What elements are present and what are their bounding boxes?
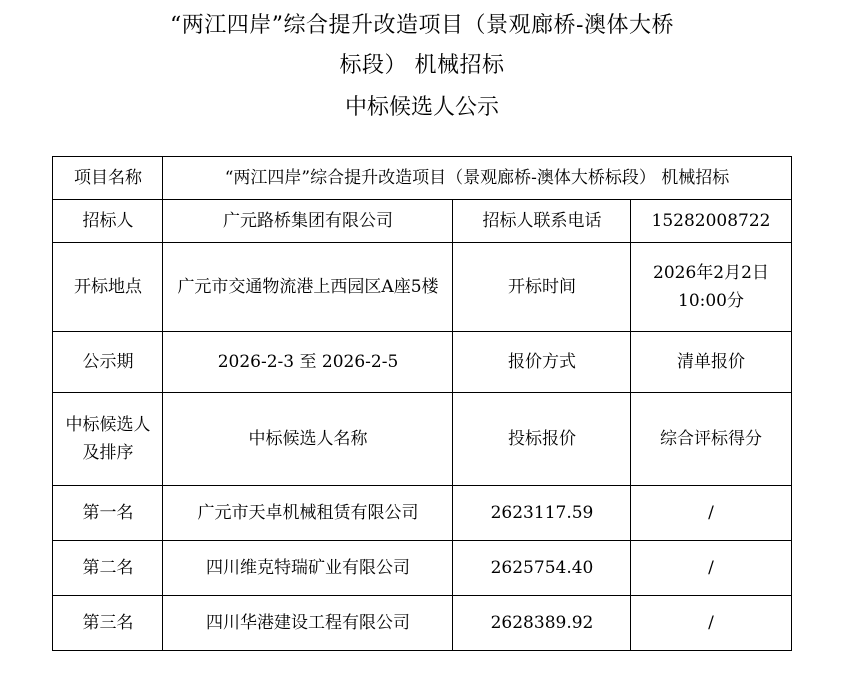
candidate-rank: 第一名 — [53, 486, 163, 541]
bid-open-time-value: 2026年2月2日10:00分 — [631, 243, 791, 332]
table-row — [53, 596, 791, 651]
table-row-candidate-header — [53, 393, 791, 486]
quote-method-value: 清单报价 — [631, 332, 791, 393]
tenderer-label: 招标人 — [53, 200, 163, 243]
table-row — [53, 486, 791, 541]
project-name-label: 项目名称 — [53, 157, 163, 200]
candidate-name: 四川华港建设工程有限公司 — [163, 596, 453, 651]
candidate-price: 2628389.92 — [453, 596, 631, 651]
bid-announcement-table — [52, 156, 791, 651]
candidate-name: 四川维克特瑞矿业有限公司 — [163, 541, 453, 596]
document-title-line-1: “两江四岸”综合提升改造项目（景观廊桥-澳体大桥 — [170, 13, 674, 38]
candidate-score: / — [631, 486, 791, 541]
candidate-score: / — [631, 541, 791, 596]
tenderer-value: 广元路桥集团有限公司 — [163, 200, 453, 243]
table-row-tenderer — [53, 200, 791, 243]
bid-open-time-label: 开标时间 — [453, 243, 631, 332]
candidate-rank: 第二名 — [53, 541, 163, 596]
bid-open-place-label: 开标地点 — [53, 243, 163, 332]
table-row-publicity — [53, 332, 791, 393]
publicity-period-label: 公示期 — [53, 332, 163, 393]
candidate-price: 2623117.59 — [453, 486, 631, 541]
document-subtitle: 中标候选人公示 — [344, 95, 499, 120]
table-row — [53, 541, 791, 596]
table-row-bid-open — [53, 243, 791, 332]
candidate-price: 2625754.40 — [453, 541, 631, 596]
score-header: 综合评标得分 — [631, 393, 791, 486]
table-row-project-name — [53, 157, 791, 200]
document-title-line-2: 标段） 机械招标 — [339, 53, 505, 78]
candidate-order-label: 中标候选人及排序 — [53, 393, 163, 486]
quote-method-label: 报价方式 — [453, 332, 631, 393]
candidate-name: 广元市天卓机械租赁有限公司 — [163, 486, 453, 541]
candidate-rank: 第三名 — [53, 596, 163, 651]
tenderer-phone-value: 15282008722 — [631, 200, 791, 243]
publicity-period-value: 2026-2-3 至 2026-2-5 — [163, 332, 453, 393]
bid-open-place-value: 广元市交通物流港上西园区A座5楼 — [163, 243, 453, 332]
project-name-value: “两江四岸”综合提升改造项目（景观廊桥-澳体大桥标段） 机械招标 — [163, 157, 791, 200]
candidate-name-header: 中标候选人名称 — [163, 393, 453, 486]
document-title — [0, 0, 844, 86]
tenderer-phone-label: 招标人联系电话 — [453, 200, 631, 243]
candidate-score: / — [631, 596, 791, 651]
bid-price-header: 投标报价 — [453, 393, 631, 486]
